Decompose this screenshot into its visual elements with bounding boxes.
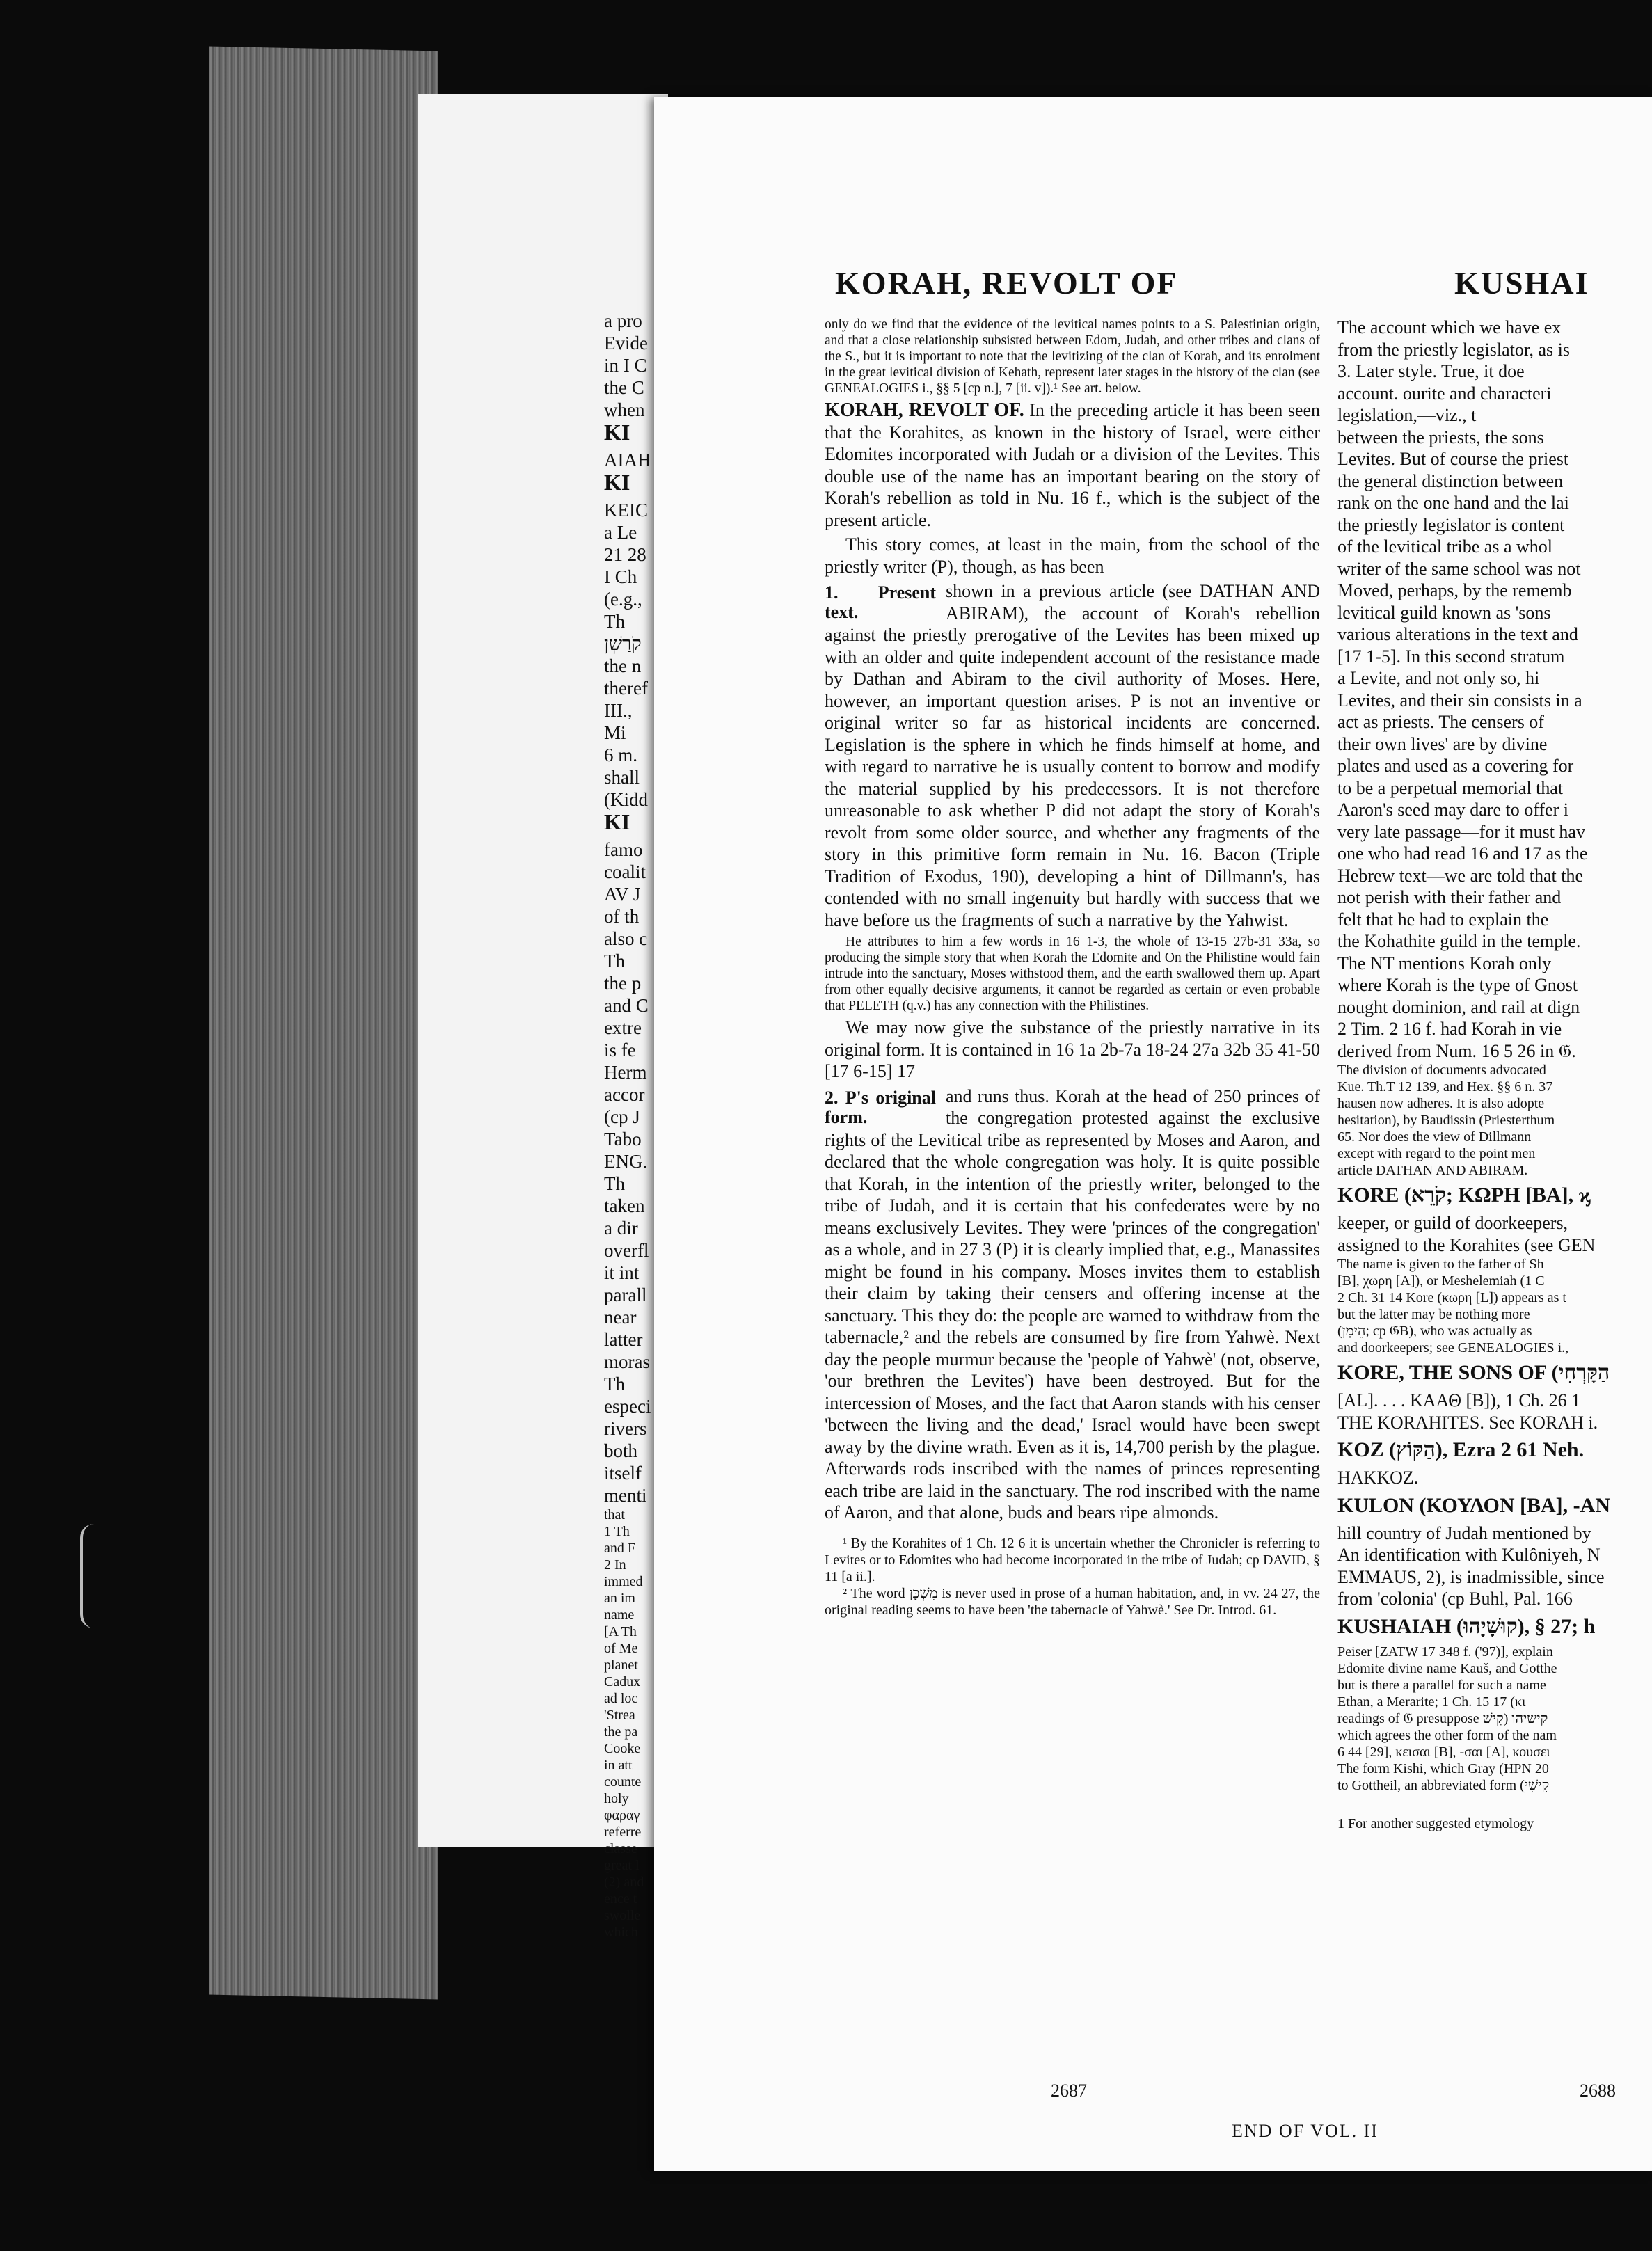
fragment-line: latter [604, 1329, 643, 1350]
right-column-line: [B], χωρη [A]), or Meshelemiah (1 C [1337, 1273, 1545, 1289]
right-column-line: from 'colonia' (cp Buhl, Pal. 166 [1337, 1589, 1573, 1609]
right-column-line: KUSHAIAH (קוּשָׁיָהוּ), § 27; h [1337, 1614, 1596, 1638]
fragment-line: KI [604, 811, 630, 834]
fragment-line: KI [604, 421, 630, 445]
page-header-left: KORAH, REVOLT OF [835, 265, 1178, 301]
right-column-line: The NT mentions Korah only [1337, 953, 1552, 973]
fragment-line: III., [604, 700, 633, 721]
fragment-line: the C [604, 377, 644, 398]
right-column-line: THE KORAHITES. See KORAH i. [1337, 1412, 1598, 1433]
right-column-line: KORE (קֹרֵא; ΚΩΡΗ [BA], ϗ [1337, 1184, 1591, 1207]
right-column-line: to be a perpetual memorial that [1337, 777, 1564, 798]
fragment-line: a Le [604, 522, 637, 543]
right-column-line: the priestly legislator is content [1337, 514, 1565, 535]
page-number-left: 2687 [1051, 2081, 1087, 2101]
fragment-line: 2 In [604, 1557, 626, 1573]
fragment-line: a dir [604, 1218, 638, 1239]
fragment-line: rivers [604, 1418, 647, 1439]
section-heading-present-text: 1. Present text. [825, 582, 936, 622]
fragment-line: KEIC [604, 500, 648, 520]
fragment-line: the n [604, 655, 642, 676]
right-column-line: except with regard to the point men [1337, 1146, 1536, 1161]
fragment-line: parall [604, 1284, 647, 1305]
fragment-line: theref [604, 678, 648, 699]
fragment-line: it int [604, 1262, 640, 1283]
right-column-line: hill country of Judah mentioned by [1337, 1522, 1591, 1543]
right-column-line: hausen now adheres. It is also adopte [1337, 1096, 1545, 1111]
fragment-line: immed [604, 1574, 643, 1589]
right-column-line: but is there a parallel for such a name [1337, 1677, 1546, 1693]
article-paragraph-4: and runs thus. Korah at the head of 250 princes of the congregation protested against the exclusive rights of the Levitical tribe as represented by Moses and Aaron, and declared that the whole congregation was holy. It is quite possible that Korah, in the intention of the priestly writer, belonged to the tribe of Judah, and it is certain that his confederates were by no means exclusively Levites. They were 'princes of the congregation' as a whole, and in 27 3 (P) it is clearly implied that, e.g., Manassites might be found in his company. Moses invites them to establish their claim by taking their censers and offering incense at the sanctuary. This they do: the people are warned to withdraw from the tabernacle,² and the rebels are consumed by fire from Yahwè. Next day the people murmur because the 'people of Yahwè' (not, observe, 'our brethren the Levites') have been destroyed. But for the intercession of Moses, and the fact that Aaron stands with his censer 'between the living and the dead,' Israel would have been swept away by the divine wrath. Even as it is, 14,700 perish by the plague. Afterwards rods inscribed with the names of princes representing each tribe are laid in the sanctuary. The rod inscribed with the name of Aaron, and that alone, buds and bears ripe almonds. [825, 1085, 1320, 1522]
right-column-line: The division of documents advocated [1337, 1063, 1546, 1078]
right-column-line: Aaron's seed may dare to offer i [1337, 800, 1568, 820]
fragment-line: Cooke [604, 1741, 641, 1756]
fragment-line: the p [604, 973, 642, 994]
fragment-line: taken [604, 1195, 645, 1216]
right-column-line: The form Kishi, which Gray (HPN 20 [1337, 1760, 1549, 1776]
article-paragraph-2b: shown in a previous article (see DATHAN AND ABIRAM), the account of Korah's rebellion against the priestly prerogative of the Levites has been mixed up with an older and quite independent account of the resistance made by Dathan and Abiram to the civil authority of Moses. Here, however, an important question arises. P is not an inventive or original writer so far as historical incidents are concerned. Legislation is the sphere in which he finds himself at home, and with regard to narrative he is usually content to borrow and modify the material supplied by his predecessors. It is not therefore unreasonable to ask whether P did not adapt the story of Korah's revolt from some older source, and whether any fragments of the story in this primitive form remain in Nu. 16. Bacon (Triple Tradition of Exodus, 190), developing a hint of Dillmann's, has contended with no small ingenuity but hardly with success that we have before us the fragments of such a narrative by the Yahwist. [825, 581, 1320, 930]
right-column-line: 2 Tim. 2 16 f. had Korah in vie [1337, 1019, 1562, 1039]
fragment-line: ENG. [604, 1151, 648, 1172]
fragment-line: the pa [604, 1724, 638, 1740]
right-column-line: 6 44 [29], κεισαι [B], -σαι [A], κουσει [1337, 1744, 1550, 1760]
right-column-line: Edomite divine name Kauš, and Gotthe [1337, 1660, 1557, 1676]
right-column-line: rank on the one hand and the lai [1337, 493, 1569, 513]
right-column-line: The account which we have ex [1337, 317, 1562, 337]
fragment-line: also c [604, 928, 648, 949]
fragment-line: 'Strea [604, 1708, 635, 1723]
fragment-line: referre [604, 1824, 642, 1840]
right-column-line: various alterations in the text and [1337, 624, 1578, 644]
right-column-line: HAKKOZ. [1337, 1467, 1419, 1488]
scan-mark [80, 1524, 104, 1628]
section-heading-original-form: 2. P's original form. [825, 1087, 936, 1127]
fragment-line: ad loc [604, 1691, 638, 1706]
right-column-line: (הֵימָן; cp 𝔊B), who was actually as [1337, 1323, 1532, 1339]
main-column [825, 317, 1320, 1618]
article-paragraph-2a: This story comes, at least in the main, from the school of the priestly writer (P), though, as has been [825, 534, 1320, 577]
page-header-right: KUSHAI [1454, 265, 1589, 301]
fragment-line: menti [604, 1485, 647, 1506]
right-column-line: [17 1-5]. In this second stratum [1337, 646, 1565, 667]
fragment-line: an im [604, 1591, 635, 1606]
section-original-form [825, 1085, 1320, 1524]
right-column-line: not perish with their father and [1337, 887, 1562, 907]
fragment-line: planet [604, 1657, 638, 1673]
fragment-line: and F [604, 1541, 635, 1556]
fragment-line: extre [604, 1017, 642, 1038]
right-column-line: where Korah is the type of Gnost [1337, 975, 1578, 995]
fragment-line: KI [604, 471, 630, 495]
right-column-line: plates and used as a covering for [1337, 756, 1574, 776]
right-column-line: account. ourite and characteri [1337, 383, 1552, 404]
fragment-line: coalit [604, 861, 646, 882]
fragment-line: (e.g., [604, 589, 642, 610]
right-column-line: act as priests. The censers of [1337, 712, 1544, 732]
right-column-line: hesitation), by Baudissin (Priesterthum [1337, 1113, 1555, 1128]
right-column-line: keeper, or guild of doorkeepers, [1337, 1213, 1568, 1233]
right-column-line: Levites, and their sin consists in a [1337, 690, 1582, 710]
right-column-line: to Gottheil, an abbreviated form (קִישִׁי [1337, 1777, 1550, 1793]
right-column-line: from the priestly legislator, as is [1337, 339, 1571, 360]
fragment-line: swolle [604, 1908, 641, 1923]
fragment-line: name [604, 1607, 635, 1623]
section-present-text [825, 580, 1320, 931]
fragment-line: both [604, 1440, 638, 1461]
fragment-line: holy [604, 1791, 629, 1806]
right-column-line: writer of the same school was not [1337, 558, 1581, 579]
fragment-line: (2) and [604, 1875, 644, 1890]
fragment-line: near [604, 1307, 637, 1328]
right-column-line: the general distinction between [1337, 470, 1564, 491]
right-column-line: KORE, THE SONS OF (הַקָּרְחִי [1337, 1361, 1610, 1384]
fragment-line: Th [604, 1173, 625, 1194]
intro-paragraph: only do we find that the evidence of the levitical names points to a S. Palestinian origin, and that a close relationship subsisted between Edom, Judah, and other tribes and clans of the S., but it is important to note that the levitizing of the clan of Korah, and its enrolment in the great levitical division of Kehath, represent later stages in the history of the clan (see GENEALOGIES i., §§ 5 [cp n.], 7 [ii. v]).¹ See art. below. [825, 317, 1320, 396]
article-headword: KORAH, REVOLT OF. [825, 399, 1024, 421]
fragment-line: is fe [604, 1040, 636, 1060]
right-column-line: Kue. Th.T 12 139, and Hex. §§ 6 n. 37 [1337, 1079, 1553, 1095]
right-column-line: The name is given to the father of Sh [1337, 1257, 1544, 1272]
right-column-line: KULON (ΚΟΥΛΟΝ [BA], -ΑΝ [1337, 1493, 1610, 1517]
fragment-line: itself [604, 1463, 642, 1484]
right-column-line [1337, 1794, 1652, 1816]
fragment-line: which [604, 1925, 638, 1940]
fragment-line: classe [604, 1841, 637, 1856]
right-column-line: 65. Nor does the view of Dillmann [1337, 1129, 1532, 1145]
right-column-line: felt that he had to explain the [1337, 909, 1549, 930]
fragment-line: 6 m. [604, 745, 638, 765]
fragment-line: famo [604, 839, 643, 860]
fragment-line: (cp J [604, 1106, 640, 1127]
fragment-line: I Ch [604, 566, 637, 587]
right-column-line: Moved, perhaps, by the rememb [1337, 580, 1572, 600]
right-column-line: assigned to the Korahites (see GEN [1337, 1234, 1596, 1255]
fragment-line: Th [604, 611, 625, 632]
right-column-line: An identification with Kulôniyeh, N [1337, 1545, 1601, 1565]
fragment-line: a pro [604, 310, 642, 331]
fragment-line: of Me [604, 1641, 638, 1656]
right-column-line: their own lives' are by divine [1337, 733, 1548, 754]
article-paragraph-3: We may now give the substance of the priestly narrative in its original form. It is contained in 16 1a 2b-7a 18-24 27a 32b 35 41-50 [17 6-15] 17 [825, 1017, 1320, 1081]
right-column-line: a Levite, and not only so, hi [1337, 668, 1540, 688]
fragment-line: overfl [604, 1240, 649, 1261]
right-column-line: 2 Ch. 31 14 Kore (κωρη [L]) appears as t [1337, 1290, 1566, 1305]
right-column-line: Peiser [ZATW 17 348 f. ('97)], explain [1337, 1644, 1553, 1660]
right-column-line: nought dominion, and rail at dign [1337, 996, 1580, 1017]
fragment-line: counte [604, 1774, 642, 1790]
right-column-line: between the priests, the sons [1337, 427, 1544, 447]
right-column-line: very late passage—for it must hav [1337, 821, 1585, 842]
right-column-line: [AL]. . . . ΚΑΑΘ [B]), 1 Ch. 26 1 [1337, 1390, 1581, 1410]
right-column-line: legislation,—viz., t [1337, 405, 1477, 425]
fragment-line: Th [604, 950, 625, 971]
right-column-line: article DATHAN AND ABIRAM. [1337, 1163, 1528, 1178]
fragment-line: great l [604, 1858, 640, 1873]
fragment-line: AIAH [604, 450, 651, 470]
article-korah-revolt [825, 399, 1320, 531]
fragment-line: Mi [604, 722, 626, 743]
fragment-line: Herm [604, 1062, 647, 1083]
fragment-line: Evide [604, 333, 648, 353]
fragment-line: [A Th [604, 1624, 637, 1639]
small-print-note: He attributes to him a few words in 16 1-3, the whole of 13-15 27b-31 33a, so producing the simple story that when Korah the Edomite and On the Philistine would fain intrude into the sanctuary, Moses withstood them, and the earth swallowed them up. Apart from other equally decisive arguments, it cannot be regarded as certain or even probable that PELETH (q.v.) has any connection with the Philistines. [825, 934, 1320, 1013]
fragment-line: 1 Th [604, 1524, 630, 1539]
fragment-line: AV J [604, 884, 641, 905]
right-column-cropped [1337, 317, 1652, 1832]
left-page-text-fragment [604, 310, 667, 1941]
right-column-line: which agrees the other form of the nam [1337, 1727, 1557, 1743]
fragment-line: and C [604, 995, 649, 1016]
fragment-line: especi [604, 1396, 651, 1417]
right-column-line: Levites. But of course the priest [1337, 449, 1569, 469]
fragment-line: 21 28 [604, 544, 646, 565]
fragment-line: φαραγ [604, 1808, 640, 1823]
right-column-line: 3. Later style. True, it doe [1337, 361, 1525, 381]
fragment-line: Cadux [604, 1674, 641, 1689]
right-column-line: one who had read 16 and 17 as the [1337, 843, 1588, 864]
right-column-line: levitical guild known as 'sons [1337, 602, 1551, 623]
right-column-line: the Kohathite guild in the temple. [1337, 931, 1581, 951]
fragment-line: Tabo [604, 1129, 642, 1150]
right-column-line: EMMAUS, 2), is inadmissible, since [1337, 1566, 1605, 1587]
fragment-line: (Kidd [604, 789, 648, 810]
fragment-line: shall [604, 767, 640, 788]
fragment-line: when [604, 399, 645, 420]
book-page-edges [209, 47, 438, 2000]
footnote-2: ² The word מִשְׁכָּן is never used in prose of a human habitation, and, in vv. 24 27, the original reading seems to have been 'the tabernacle of Yahwè.' See Dr. Introd. 61. [825, 1585, 1320, 1618]
right-column-line: readings of 𝔊 presuppose קישיהו (קִישׁ [1337, 1710, 1548, 1726]
fragment-line: in att [604, 1758, 633, 1773]
right-column-line: but the latter may be nothing more [1337, 1307, 1530, 1322]
right-column-line: Hebrew text—we are told that the [1337, 865, 1584, 886]
right-column-line: derived from Num. 16 5 26 in 𝔊. [1337, 1040, 1576, 1061]
right-column-line: KOZ (הַקּוֹץ), Ezra 2 61 Neh. [1337, 1438, 1585, 1461]
right-column-line: Ethan, a Merarite; 1 Ch. 15 17 (κι [1337, 1694, 1526, 1710]
article-paragraph-1: In the preceding article it has been seen that the Korahites, as known in the history of Israel, were either Edomites incorporated with Judah or a division of the Levites. This double use of the name has an important bearing on the story of Korah's rebellion as told in Nu. 16 f., which is the subject of the present article. [825, 400, 1321, 530]
footnote-1: ¹ By the Korahites of 1 Ch. 12 6 it is uncertain whether the Chronicler is referring to Levites or to Edomites who had become incorporated in the tribe of Judah; cp DAVID, § 11 [a ii.]. [825, 1535, 1320, 1584]
end-of-volume-label: END OF VOL. II [1232, 2121, 1379, 2141]
right-column-line: and doorkeepers; see GENEALOGIES i., [1337, 1340, 1569, 1355]
right-column-line: of the levitical tribe as a whol [1337, 536, 1553, 557]
fragment-line: moras [604, 1351, 650, 1372]
fragment-line: Th [604, 1374, 625, 1394]
page-number-right: 2688 [1580, 2081, 1616, 2101]
fragment-line: accor [604, 1084, 645, 1105]
fragment-line: of th [604, 906, 640, 927]
fragment-line: that [604, 1507, 625, 1522]
fragment-line: in I C [604, 355, 647, 376]
fragment-line: קֹרַשְׁן [604, 633, 642, 654]
fragment-line: ence t [604, 1891, 637, 1907]
right-column-line: 1 For another suggested etymology [1337, 1816, 1534, 1831]
